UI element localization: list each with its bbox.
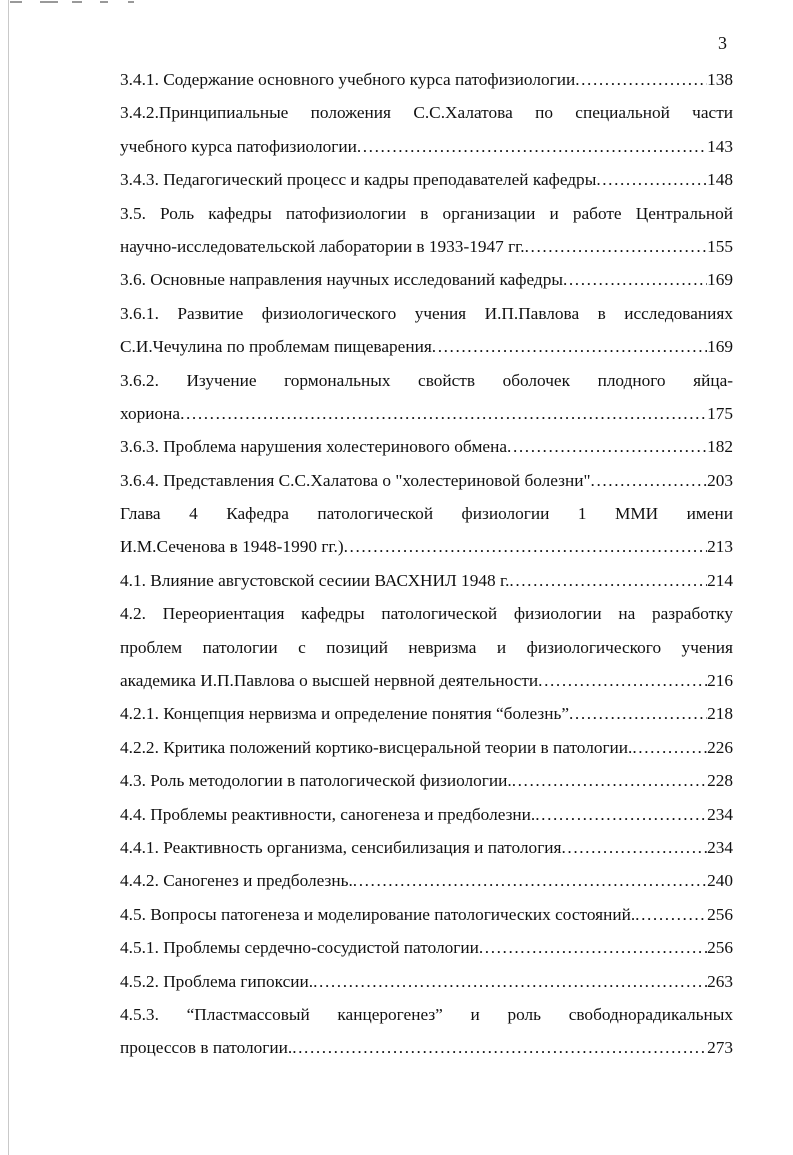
toc-entry-title: С.И.Чечулина по проблемам пищеварения	[120, 337, 432, 357]
toc-entry	[120, 263, 733, 296]
dot-leader	[575, 63, 707, 96]
toc-entry-last-line	[120, 965, 733, 998]
toc-entry-title: 4.5.2. Проблема гипоксии.	[120, 971, 314, 991]
toc-entry	[120, 764, 733, 797]
dot-leader	[432, 330, 707, 363]
toc-entry-page: 273	[707, 1038, 733, 1058]
dot-leader	[561, 831, 707, 864]
toc-entry-last-line	[120, 464, 733, 497]
toc-entry-last-line	[120, 330, 733, 363]
dot-leader	[353, 864, 707, 897]
toc-entry	[120, 63, 733, 96]
dot-leader	[569, 697, 707, 730]
toc-entry-page: 155	[707, 236, 733, 256]
toc-entry-last-line	[120, 397, 733, 430]
toc-entry-page: 263	[707, 971, 733, 991]
table-of-contents	[120, 63, 733, 1065]
toc-entry-last-line	[120, 530, 733, 563]
toc-entry-page: 226	[707, 737, 733, 757]
toc-entry-last-line	[120, 864, 733, 897]
toc-entry	[120, 564, 733, 597]
toc-entry-page: 169	[707, 270, 733, 290]
toc-entry-page: 213	[707, 537, 733, 557]
toc-entry-last-line	[120, 697, 733, 730]
toc-entry-page: 214	[707, 570, 733, 590]
toc-entry	[120, 965, 733, 998]
toc-entry-page: 175	[707, 403, 733, 423]
dot-leader	[479, 931, 707, 964]
dot-leader	[591, 464, 708, 497]
toc-entry-page: 138	[707, 70, 733, 89]
toc-entry-last-line	[120, 731, 733, 764]
toc-entry-last-line	[120, 230, 733, 263]
toc-entry-page: 234	[707, 837, 733, 857]
toc-entry-title: 4.1. Влияние августовской сесиии ВАСХНИЛ 1948 г.	[120, 570, 510, 590]
toc-entry-page: 182	[707, 437, 733, 457]
toc-entry	[120, 163, 733, 196]
dot-leader	[563, 263, 707, 296]
toc-entry-page: 203	[707, 470, 733, 490]
toc-entry-last-line	[120, 764, 733, 797]
toc-entry-title: научно-исследовательской лаборатории в 1933-1947 гг.	[120, 236, 525, 256]
toc-entry-page: 148	[707, 170, 733, 190]
dot-leader	[535, 798, 707, 831]
toc-entry-title: 3.4.1. Содержание основного учебного курса патофизиологии	[120, 70, 576, 89]
toc-entry	[120, 464, 733, 497]
toc-entry	[120, 597, 733, 697]
toc-entry-title: 4.4.2. Саногенез и предболезнь.	[120, 871, 353, 891]
toc-entry-line: 4.5.3. “Пластмассовый канцерогенез” и роль свободнорадикальных	[120, 1004, 733, 1024]
toc-entry-title: И.М.Сеченова в 1948-1990 гг.)	[120, 537, 344, 557]
toc-entry-title: 4.5. Вопросы патогенеза и моделирование патологических состояний.	[120, 904, 636, 924]
dot-leader	[635, 898, 707, 931]
toc-entry-title: 3.6. Основные направления научных исследований кафедры	[120, 270, 563, 290]
toc-entry-last-line	[120, 130, 733, 163]
toc-entry-title: 4.3. Роль методологии в патологической физиологии.	[120, 771, 512, 791]
dot-leader	[357, 130, 707, 163]
toc-entry-title: 4.4.1. Реактивность организма, сенсибилизация и патология	[120, 837, 562, 857]
toc-entry-last-line	[120, 831, 733, 864]
toc-entry-title: 3.4.3. Педагогический процесс и кадры преподавателей кафедры	[120, 170, 597, 190]
toc-entry	[120, 864, 733, 897]
dot-leader	[507, 430, 707, 463]
toc-entry	[120, 731, 733, 764]
toc-entry-line: Глава 4 Кафедра патологической физиологии 1 ММИ имени	[120, 504, 733, 524]
toc-entry	[120, 197, 733, 264]
toc-entry-page: 228	[707, 771, 733, 791]
toc-entry-title: 4.5.1. Проблемы сердечно-сосудистой патологии	[120, 938, 479, 958]
toc-entry	[120, 898, 733, 931]
toc-entry-page: 256	[707, 938, 733, 958]
dot-leader	[525, 230, 707, 263]
toc-entry-last-line	[120, 898, 733, 931]
toc-entry-line: 4.2. Переориентация кафедры патологической физиологии на разработку	[120, 604, 733, 624]
toc-entry-page: 169	[707, 337, 733, 357]
toc-entry-title: 4.2.1. Концепция нервизма и определение понятия “болезнь”	[120, 704, 569, 724]
toc-entry-title: процессов в патологии.	[120, 1038, 293, 1058]
toc-entry-line: 3.6.2. Изучение гормональных свойств оболочек плодного яйца-	[120, 370, 733, 390]
toc-entry-title: 3.6.4. Представления С.С.Халатова о "холестериновой болезни"	[120, 470, 591, 490]
toc-entry-last-line	[120, 63, 733, 96]
dot-leader	[509, 564, 707, 597]
toc-entry	[120, 831, 733, 864]
toc-entry	[120, 364, 733, 431]
toc-entry-title: 3.6.3. Проблема нарушения холестеринового обмена	[120, 437, 508, 457]
scan-edge-left	[8, 0, 9, 1155]
toc-entry-page: 240	[707, 871, 733, 891]
toc-entry-title: 4.2.2. Критика положений кортико-висцеральной теории в патологии.	[120, 737, 633, 757]
toc-entry-line: 3.5. Роль кафедры патофизиологии в организации и работе Центральной	[120, 203, 733, 223]
toc-entry-page: 234	[707, 804, 733, 824]
dot-leader	[313, 965, 707, 998]
toc-entry	[120, 697, 733, 730]
dot-leader	[538, 664, 707, 697]
toc-entry-page: 256	[707, 904, 733, 924]
toc-entry-last-line	[120, 564, 733, 597]
toc-entry	[120, 998, 733, 1065]
dot-leader	[512, 764, 707, 797]
dot-leader	[596, 163, 707, 196]
toc-entry-last-line	[120, 798, 733, 831]
toc-entry-last-line	[120, 664, 733, 697]
toc-entry-page: 218	[707, 704, 733, 724]
toc-entry-last-line	[120, 263, 733, 296]
toc-entry-line: 3.4.2.Принципиальные положения С.С.Халатова по специальной части	[120, 103, 733, 123]
toc-entry	[120, 497, 733, 564]
dot-leader	[180, 397, 707, 430]
toc-entry-title: учебного курса патофизиологии	[120, 136, 357, 156]
toc-entry-page: 143	[707, 136, 733, 156]
toc-entry	[120, 297, 733, 364]
toc-entry-line: 3.6.1. Развитие физиологического учения И.П.Павлова в исследованиях	[120, 303, 733, 323]
toc-entry-title: хориона	[120, 403, 181, 423]
toc-entry-last-line	[120, 163, 733, 196]
toc-entry-last-line	[120, 430, 733, 463]
toc-entry-page: 216	[707, 671, 733, 691]
toc-entry	[120, 798, 733, 831]
dot-leader	[292, 1031, 707, 1064]
toc-entry	[120, 430, 733, 463]
toc-entry-last-line	[120, 931, 733, 964]
toc-entry-title: 4.4. Проблемы реактивности, саногенеза и предболезни.	[120, 804, 536, 824]
toc-entry-title: академика И.П.Павлова о высшей нервной деятельности	[120, 671, 539, 691]
scan-edge-marks	[0, 0, 150, 5]
dot-leader	[344, 530, 707, 563]
toc-entry-last-line	[120, 1031, 733, 1064]
toc-entry	[120, 931, 733, 964]
toc-entry	[120, 96, 733, 163]
page-number: 3	[718, 33, 727, 53]
dot-leader	[632, 731, 707, 764]
toc-entry-line: проблем патологии с позиций невризма и физиологического учения	[120, 637, 733, 657]
